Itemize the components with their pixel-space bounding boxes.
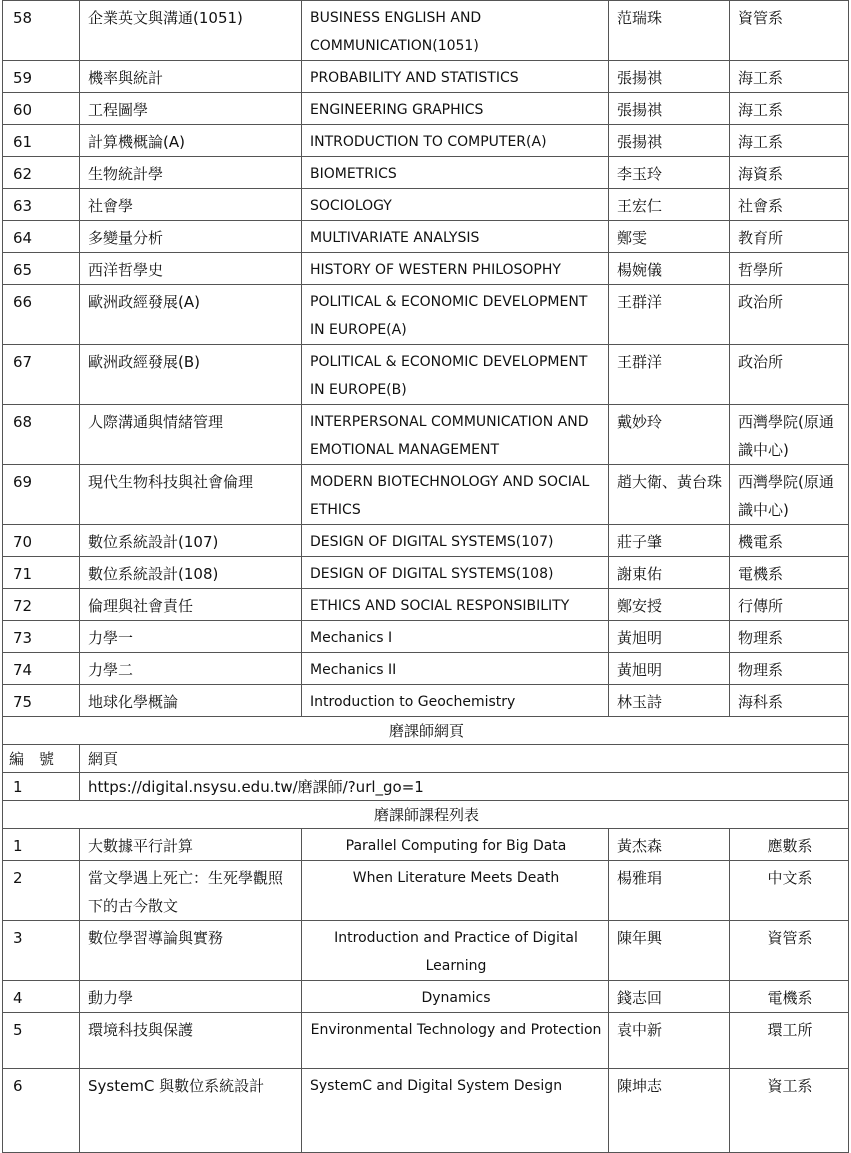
- course-number: 62: [3, 157, 80, 189]
- course-number: 66: [3, 285, 80, 345]
- mooc-course-chinese-title: 動力學: [80, 981, 302, 1013]
- mooc-course-department: 環工所: [730, 1013, 849, 1069]
- course-chinese-title: 歐洲政經發展(A): [80, 285, 302, 345]
- course-row: [3, 125, 849, 157]
- course-english-title: DESIGN OF DIGITAL SYSTEMS(107): [302, 525, 609, 557]
- course-number: 72: [3, 589, 80, 621]
- mooc-course-row: [3, 1013, 849, 1069]
- course-english-title: HISTORY OF WESTERN PHILOSOPHY: [302, 253, 609, 285]
- course-chinese-title: 數位系統設計(107): [80, 525, 302, 557]
- course-teacher: 李玉玲: [609, 157, 730, 189]
- course-teacher: 王群洋: [609, 285, 730, 345]
- course-english-title: BUSINESS ENGLISH AND COMMUNICATION(1051): [302, 1, 609, 61]
- mooc-course-department: 電機系: [730, 981, 849, 1013]
- mooc-course-english-title: Dynamics: [302, 981, 609, 1013]
- course-number: 65: [3, 253, 80, 285]
- course-chinese-title: 倫理與社會責任: [80, 589, 302, 621]
- course-teacher: 張揚祺: [609, 125, 730, 157]
- mooc-course-teacher: 黃杰森: [609, 829, 730, 861]
- course-teacher: 鄭雯: [609, 221, 730, 253]
- mooc-course-english-title: When Literature Meets Death: [302, 861, 609, 921]
- course-row: [3, 93, 849, 125]
- course-english-title: ENGINEERING GRAPHICS: [302, 93, 609, 125]
- course-row: [3, 1, 849, 61]
- course-number: 69: [3, 465, 80, 525]
- mooc-course-department: 中文系: [730, 861, 849, 921]
- course-teacher: 謝東佑: [609, 557, 730, 589]
- course-teacher: 鄭安授: [609, 589, 730, 621]
- course-chinese-title: 西洋哲學史: [80, 253, 302, 285]
- course-teacher: 趙大衛、黃台珠: [609, 465, 730, 525]
- course-english-title: BIOMETRICS: [302, 157, 609, 189]
- course-row: [3, 653, 849, 685]
- course-department: 機電系: [730, 525, 849, 557]
- course-english-title: MULTIVARIATE ANALYSIS: [302, 221, 609, 253]
- course-department: 社會系: [730, 189, 849, 221]
- course-teacher: 楊婉儀: [609, 253, 730, 285]
- course-department: 西灣學院(原通識中心): [730, 465, 849, 525]
- course-teacher: 張揚祺: [609, 93, 730, 125]
- course-number: 60: [3, 93, 80, 125]
- mooc-course-chinese-title: SystemC 與數位系統設計: [80, 1069, 302, 1153]
- course-chinese-title: 地球化學概論: [80, 685, 302, 717]
- course-department: 海資系: [730, 157, 849, 189]
- course-teacher: 黃旭明: [609, 653, 730, 685]
- course-english-title: PROBABILITY AND STATISTICS: [302, 61, 609, 93]
- mooc-course-number: 4: [3, 981, 80, 1013]
- course-chinese-title: 現代生物科技與社會倫理: [80, 465, 302, 525]
- course-row: [3, 285, 849, 345]
- mooc-course-list-section-title: 磨課師課程列表: [3, 801, 849, 829]
- course-row: [3, 621, 849, 653]
- course-chinese-title: 歐洲政經發展(B): [80, 345, 302, 405]
- course-row: [3, 525, 849, 557]
- course-chinese-title: 生物統計學: [80, 157, 302, 189]
- course-number: 64: [3, 221, 80, 253]
- course-teacher: 戴妙玲: [609, 405, 730, 465]
- mooc-course-row: [3, 921, 849, 981]
- course-chinese-title: 數位系統設計(108): [80, 557, 302, 589]
- course-number: 70: [3, 525, 80, 557]
- course-row: [3, 157, 849, 189]
- course-teacher: 范瑞珠: [609, 1, 730, 61]
- mooc-course-english-title: Environmental Technology and Protection: [302, 1013, 609, 1069]
- course-english-title: DESIGN OF DIGITAL SYSTEMS(108): [302, 557, 609, 589]
- course-row: [3, 345, 849, 405]
- mooc-course-row: [3, 829, 849, 861]
- course-row: [3, 61, 849, 93]
- course-teacher: 莊子肇: [609, 525, 730, 557]
- column-header-webpage: 網頁: [80, 745, 849, 773]
- mooc-course-teacher: 袁中新: [609, 1013, 730, 1069]
- course-chinese-title: 人際溝通與情緒管理: [80, 405, 302, 465]
- course-department: 海工系: [730, 61, 849, 93]
- mooc-webpage-section-title: 磨課師網頁: [3, 717, 849, 745]
- course-department: 政治所: [730, 345, 849, 405]
- course-teacher: 林玉詩: [609, 685, 730, 717]
- mooc-course-row: [3, 981, 849, 1013]
- mooc-course-teacher: 錢志回: [609, 981, 730, 1013]
- course-row: [3, 557, 849, 589]
- course-row: [3, 189, 849, 221]
- course-department: 物理系: [730, 653, 849, 685]
- mooc-course-teacher: 楊雅琄: [609, 861, 730, 921]
- course-chinese-title: 工程圖學: [80, 93, 302, 125]
- course-english-title: MODERN BIOTECHNOLOGY AND SOCIAL ETHICS: [302, 465, 609, 525]
- course-chinese-title: 計算機概論(A): [80, 125, 302, 157]
- course-department: 海科系: [730, 685, 849, 717]
- mooc-course-row: [3, 861, 849, 921]
- course-number: 67: [3, 345, 80, 405]
- course-number: 74: [3, 653, 80, 685]
- course-english-title: POLITICAL & ECONOMIC DEVELOPMENT IN EUROPE(B): [302, 345, 609, 405]
- course-english-title: ETHICS AND SOCIAL RESPONSIBILITY: [302, 589, 609, 621]
- course-chinese-title: 多變量分析: [80, 221, 302, 253]
- course-department: 哲學所: [730, 253, 849, 285]
- course-department: 西灣學院(原通識中心): [730, 405, 849, 465]
- course-department: 行傳所: [730, 589, 849, 621]
- mooc-course-number: 3: [3, 921, 80, 981]
- course-number: 68: [3, 405, 80, 465]
- mooc-course-chinese-title: 數位學習導論與實務: [80, 921, 302, 981]
- course-number: 61: [3, 125, 80, 157]
- course-department: 政治所: [730, 285, 849, 345]
- course-number: 59: [3, 61, 80, 93]
- course-row: [3, 221, 849, 253]
- mooc-course-chinese-title: 當文學遇上死亡：生死學觀照下的古今散文: [80, 861, 302, 921]
- mooc-course-chinese-title: 大數據平行計算: [80, 829, 302, 861]
- course-number: 71: [3, 557, 80, 589]
- mooc-course-english-title: SystemC and Digital System Design: [302, 1069, 609, 1153]
- mooc-course-department: 應數系: [730, 829, 849, 861]
- column-header-number: 編 號: [3, 745, 80, 773]
- mooc-course-number: 5: [3, 1013, 80, 1069]
- course-english-title: SOCIOLOGY: [302, 189, 609, 221]
- course-teacher: 王宏仁: [609, 189, 730, 221]
- mooc-course-number: 2: [3, 861, 80, 921]
- course-teacher: 黃旭明: [609, 621, 730, 653]
- course-department: 海工系: [730, 93, 849, 125]
- mooc-course-department: 資工系: [730, 1069, 849, 1153]
- course-chinese-title: 企業英文與溝通(1051): [80, 1, 302, 61]
- course-chinese-title: 力學二: [80, 653, 302, 685]
- mooc-course-number: 1: [3, 829, 80, 861]
- course-department: 資管系: [730, 1, 849, 61]
- course-chinese-title: 力學一: [80, 621, 302, 653]
- course-teacher: 張揚祺: [609, 61, 730, 93]
- webpage-row-number: 1: [3, 773, 80, 801]
- course-row: [3, 685, 849, 717]
- mooc-course-row: [3, 1069, 849, 1153]
- course-row: [3, 589, 849, 621]
- course-chinese-title: 社會學: [80, 189, 302, 221]
- course-department: 教育所: [730, 221, 849, 253]
- mooc-course-department: 資管系: [730, 921, 849, 981]
- mooc-course-teacher: 陳年興: [609, 921, 730, 981]
- course-english-title: Introduction to Geochemistry: [302, 685, 609, 717]
- course-teacher: 王群洋: [609, 345, 730, 405]
- course-department: 物理系: [730, 621, 849, 653]
- course-chinese-title: 機率與統計: [80, 61, 302, 93]
- course-english-title: INTRODUCTION TO COMPUTER(A): [302, 125, 609, 157]
- mooc-course-number: 6: [3, 1069, 80, 1153]
- course-row: [3, 253, 849, 285]
- course-row: [3, 405, 849, 465]
- course-english-title: Mechanics II: [302, 653, 609, 685]
- course-number: 75: [3, 685, 80, 717]
- course-number: 63: [3, 189, 80, 221]
- course-english-title: Mechanics I: [302, 621, 609, 653]
- course-table: [2, 0, 849, 1153]
- course-english-title: POLITICAL & ECONOMIC DEVELOPMENT IN EUROPE(A): [302, 285, 609, 345]
- mooc-course-teacher: 陳坤志: [609, 1069, 730, 1153]
- course-department: 海工系: [730, 125, 849, 157]
- course-english-title: INTERPERSONAL COMMUNICATION AND EMOTIONAL MANAGEMENT: [302, 405, 609, 465]
- course-number: 73: [3, 621, 80, 653]
- mooc-course-english-title: Introduction and Practice of Digital Learning: [302, 921, 609, 981]
- course-row: [3, 465, 849, 525]
- mooc-course-english-title: Parallel Computing for Big Data: [302, 829, 609, 861]
- webpage-url: https://digital.nsysu.edu.tw/磨課師/?url_go=1: [80, 773, 849, 801]
- course-department: 電機系: [730, 557, 849, 589]
- course-number: 58: [3, 1, 80, 61]
- mooc-course-chinese-title: 環境科技與保護: [80, 1013, 302, 1069]
